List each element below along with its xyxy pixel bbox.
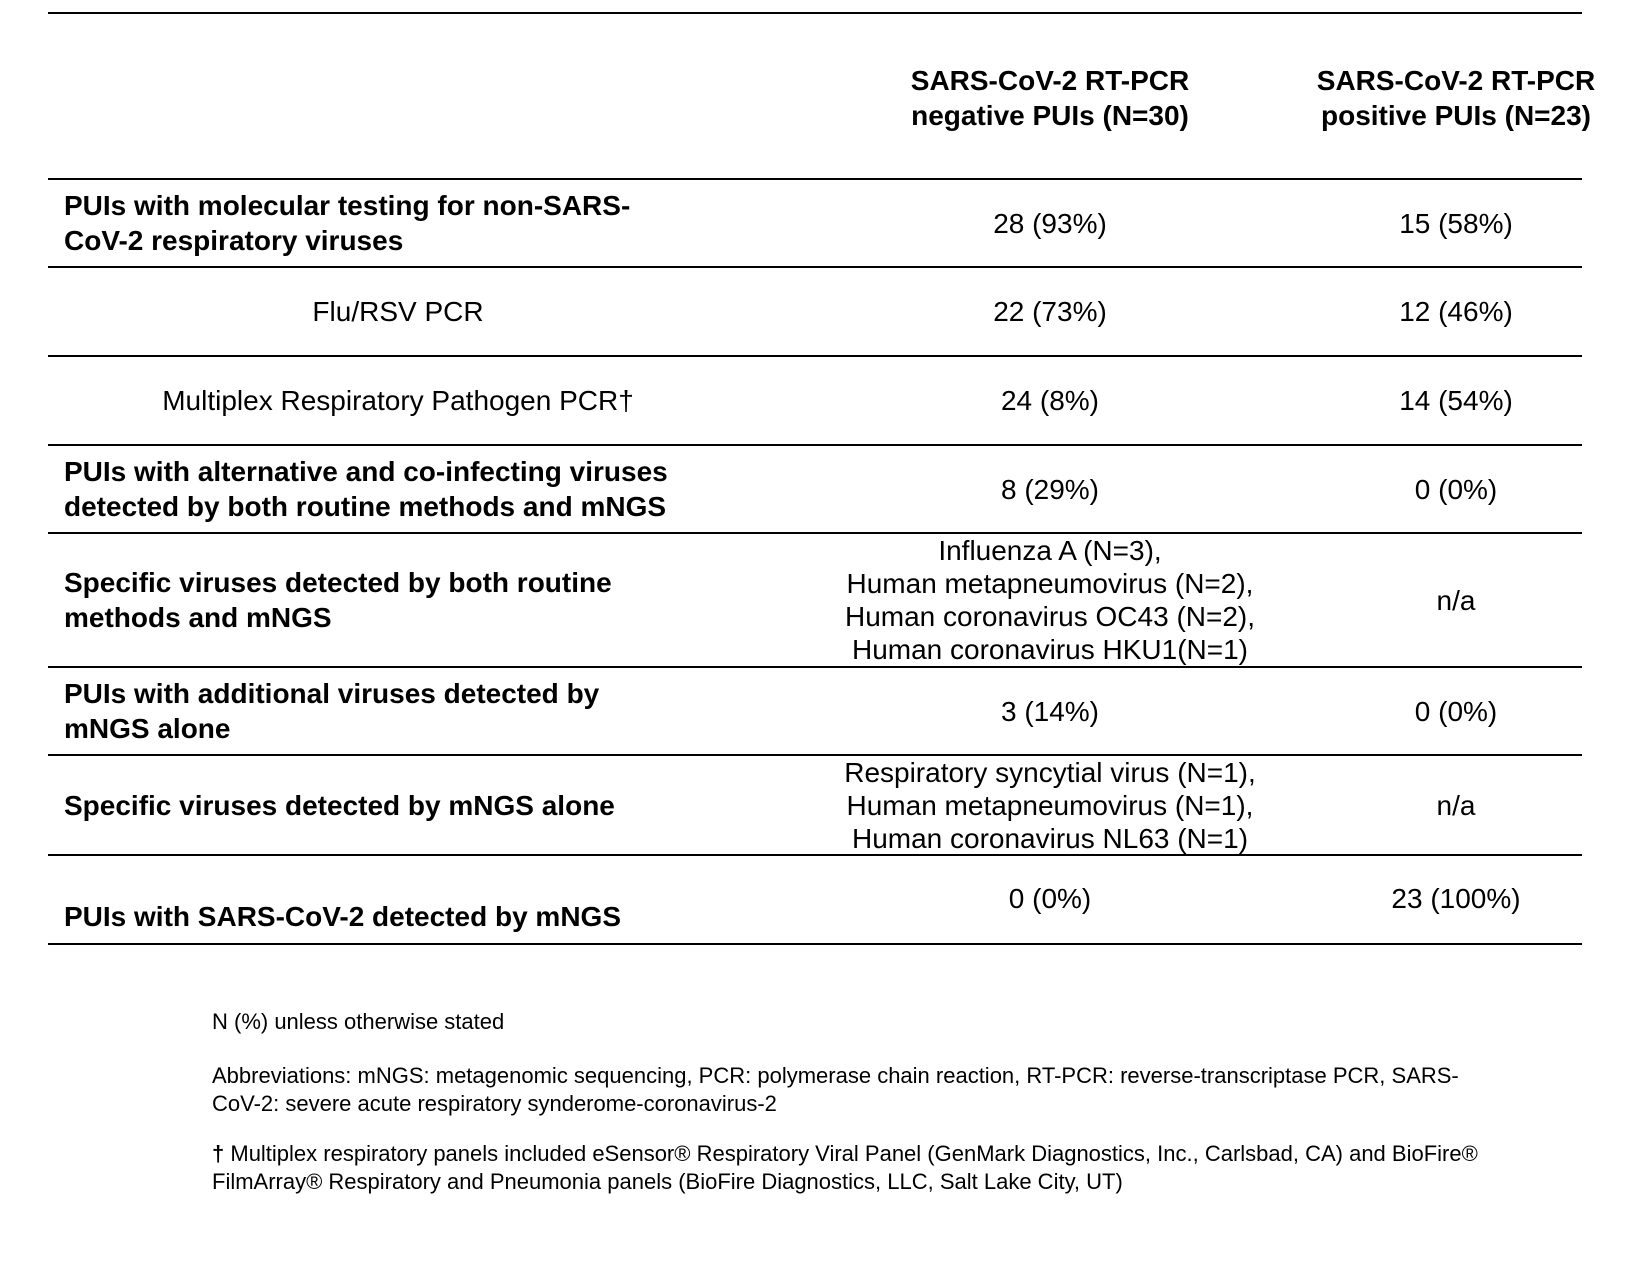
row-label <box>64 446 764 532</box>
row-pos-value: n/a <box>1436 789 1476 821</box>
virus-line: Human metapneumovirus (N=1), <box>846 789 1254 821</box>
virus-line: Respiratory syncytial virus (N=1), <box>844 756 1256 788</box>
dagger-line: FilmArray® Respiratory and Pneumonia panels (BioFire Diagnostics, LLC, Salt Lake City, UT) <box>212 1169 1123 1194</box>
row-label <box>64 668 764 754</box>
row-neg-value: 28 (93%) <box>993 207 1107 239</box>
top-rule <box>48 12 1582 14</box>
row-neg-value: 22 (73%) <box>993 295 1107 327</box>
dagger-line: Multiplex respiratory panels included eSensor® Respiratory Viral Panel (GenMark Diagnostics, Inc., Carlsbad, CA) and BioFire® <box>224 1141 1478 1166</box>
row-pos-value: 0 (0%) <box>1414 473 1498 505</box>
row-label-line: Specific viruses detected by both routine <box>64 567 612 598</box>
row-pos-value: n/a <box>1436 584 1476 616</box>
row-rule <box>48 854 1582 856</box>
bottom-rule <box>48 943 1582 945</box>
row-label-line: detected by both routine methods and mNGS <box>64 491 667 522</box>
row-label-line: PUIs with alternative and co-infecting viruses <box>64 456 668 487</box>
row-label-line: CoV-2 respiratory viruses <box>64 225 404 256</box>
virus-line: Human metapneumovirus (N=2), <box>846 568 1254 599</box>
row-neg-value: 8 (29%) <box>1000 473 1100 505</box>
row-label-line: PUIs with molecular testing for non-SARS- <box>64 190 631 221</box>
virus-line: Influenza A (N=3), <box>938 535 1162 566</box>
note-text: N (%) unless otherwise stated <box>212 1009 505 1034</box>
header-positive-line1: SARS-CoV-2 RT-PCR <box>1316 65 1596 96</box>
virus-line: Human coronavirus OC43 (N=2), <box>844 601 1256 632</box>
row-label-line: mNGS alone <box>64 713 231 744</box>
row-label-line: PUIs with additional viruses detected by <box>64 678 600 709</box>
row-label-line: methods and mNGS <box>64 602 332 633</box>
row-pos-value: 12 (46%) <box>1399 295 1513 327</box>
header-positive <box>1246 58 1634 138</box>
row-neg-value: 3 (14%) <box>1000 695 1100 727</box>
row-label: PUIs with SARS-CoV-2 detected by mNGS <box>64 900 621 932</box>
header-negative-line1: SARS-CoV-2 RT-PCR <box>910 65 1190 96</box>
header-positive-line2: positive PUIs (N=23) <box>1321 100 1591 131</box>
virus-line: Human coronavirus NL63 (N=1) <box>851 822 1249 854</box>
note-multiplex-panels <box>212 1140 1612 1196</box>
row-pos-value: 15 (58%) <box>1399 207 1513 239</box>
row-label: Multiplex Respiratory Pathogen PCR† <box>162 384 634 416</box>
virus-line: Human coronavirus HKU1(N=1) <box>851 634 1249 665</box>
row-pos-value: 23 (100%) <box>1391 882 1521 914</box>
row-label <box>64 180 764 266</box>
note-stated <box>212 1008 1612 1036</box>
header-negative-line2: negative PUIs (N=30) <box>911 100 1189 131</box>
row-neg-value: 0 (0%) <box>1008 882 1092 914</box>
row-neg-value: 24 (8%) <box>1000 384 1100 416</box>
row-pos-value: 14 (54%) <box>1399 384 1513 416</box>
row-pos-value: 0 (0%) <box>1414 695 1498 727</box>
abbrev-line: Abbreviations: mNGS: metagenomic sequencing, PCR: polymerase chain reaction, RT-PCR: reverse-transcriptase PCR, SARS- <box>212 1063 1459 1088</box>
row-label: Flu/RSV PCR <box>312 295 484 327</box>
row-label <box>64 534 764 666</box>
dagger-symbol: † <box>212 1141 225 1166</box>
note-abbreviations <box>212 1062 1612 1118</box>
abbrev-line: CoV-2: severe acute respiratory synderome-coronavirus-2 <box>212 1091 777 1116</box>
row-label: Specific viruses detected by mNGS alone <box>64 789 615 821</box>
